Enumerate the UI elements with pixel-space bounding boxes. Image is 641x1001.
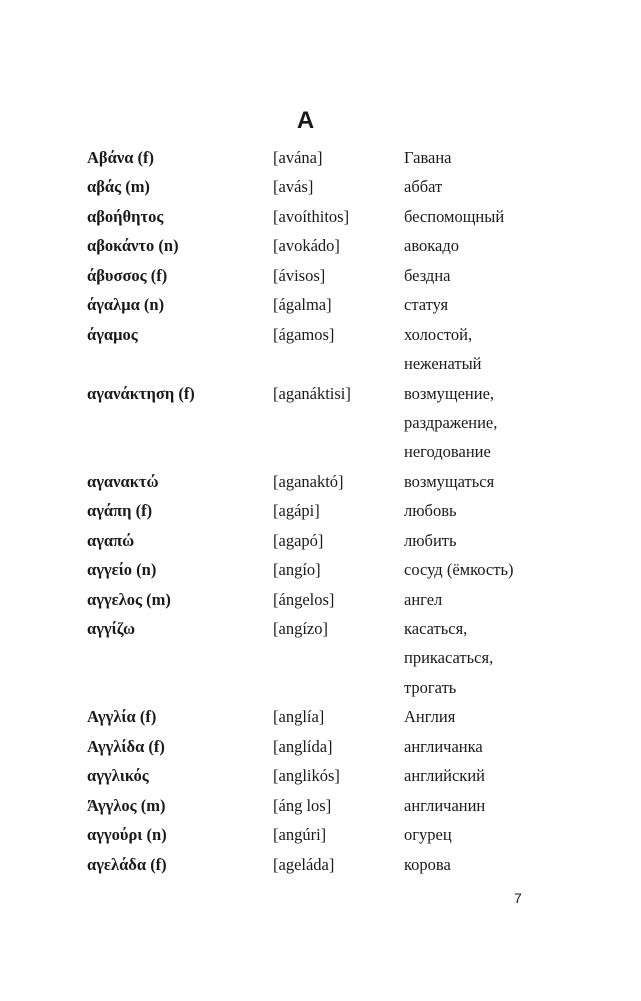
- translation-line: раздражение,: [404, 412, 498, 432]
- dictionary-entry: [0, 820, 641, 849]
- translation-line: англичанка: [404, 736, 483, 756]
- transcription: [ávisos]: [273, 265, 326, 285]
- transcription: [ágamos]: [273, 324, 335, 344]
- dictionary-entry: [0, 290, 641, 319]
- greek-word: αγαπώ: [87, 530, 135, 550]
- dictionary-entry: [0, 555, 641, 584]
- transcription: [ageláda]: [273, 854, 335, 874]
- dictionary-entry: [0, 526, 641, 555]
- transcription: [avokádo]: [273, 236, 340, 256]
- translation-line: огурец: [404, 825, 452, 845]
- translation-line: трогать: [404, 677, 457, 697]
- translation-line: бездна: [404, 265, 451, 285]
- page-number: 7: [514, 890, 522, 906]
- greek-word: Αβάνα (f): [87, 148, 155, 167]
- transcription: [ágalma]: [273, 295, 332, 315]
- transcription: [agápi]: [273, 501, 320, 521]
- translation-line: статуя: [404, 295, 449, 315]
- transcription: [avána]: [273, 148, 323, 167]
- transcription: [ángelos]: [273, 589, 335, 609]
- translation-line: англичанин: [404, 795, 486, 815]
- translation-line: любовь: [404, 501, 457, 521]
- dictionary-entry: [0, 172, 641, 201]
- translation-line: холостой,: [404, 324, 473, 344]
- transcription: [anglikós]: [273, 766, 340, 786]
- greek-word: άγαμος: [87, 324, 138, 344]
- dictionary-entry: [0, 261, 641, 290]
- greek-word: αγάπη (f): [87, 501, 153, 521]
- greek-word: αγγελος (m): [87, 589, 171, 609]
- transcription: [angúri]: [273, 825, 327, 845]
- greek-word: αβοκάντο (n): [87, 236, 179, 256]
- translation-line: Англия: [404, 707, 456, 727]
- transcription: [áng los]: [273, 795, 332, 815]
- dictionary-entries: [0, 143, 641, 879]
- greek-word: Άγγλος (m): [87, 795, 166, 815]
- greek-word: Αγγλία (f): [87, 707, 157, 727]
- greek-word: αγγούρι (n): [87, 825, 167, 845]
- translation-line: корова: [404, 854, 451, 874]
- greek-word: αγελάδα (f): [87, 854, 167, 874]
- transcription: [agapó]: [273, 530, 324, 550]
- transcription: [aganáktisi]: [273, 383, 351, 403]
- transcription: [anglía]: [273, 707, 325, 727]
- translation-line: беспомощный: [404, 206, 505, 226]
- translation-line: касаться,: [404, 619, 468, 638]
- transcription: [avás]: [273, 177, 314, 197]
- translation-line: сосуд (ёмкость): [404, 560, 514, 580]
- transcription: [avoíthitos]: [273, 206, 350, 226]
- translation-line: английский: [404, 766, 485, 786]
- dictionary-entry: [0, 791, 641, 820]
- dictionary-entry: [0, 231, 641, 260]
- dictionary-entry: [0, 702, 641, 731]
- dictionary-entry: [0, 143, 641, 172]
- translation-line: негодование: [404, 442, 491, 462]
- greek-word: αγγίζω: [87, 619, 136, 638]
- dictionary-entry: [0, 585, 641, 614]
- dictionary-entry: [0, 850, 641, 879]
- dictionary-entry: [0, 379, 641, 467]
- transcription: [angízo]: [273, 619, 328, 638]
- dictionary-entry: [0, 614, 641, 702]
- transcription: [anglída]: [273, 736, 333, 756]
- translation-line: возмущение,: [404, 383, 495, 403]
- dictionary-entry: [0, 467, 641, 496]
- greek-word: Αγγλίδα (f): [87, 736, 165, 756]
- dictionary-entry: [0, 761, 641, 790]
- transcription: [aganaktó]: [273, 471, 344, 491]
- translation-line: аббат: [404, 177, 443, 197]
- translation-line: прикасаться,: [404, 648, 494, 668]
- greek-word: αγγλικός: [87, 766, 149, 786]
- greek-word: αγγείο (n): [87, 560, 157, 580]
- translation-line: возмущаться: [404, 471, 495, 491]
- greek-word: αβάς (m): [87, 177, 150, 197]
- dictionary-entry: [0, 732, 641, 761]
- dictionary-entry: [0, 496, 641, 525]
- dictionary-entry: [0, 202, 641, 231]
- greek-word: άγαλμα (n): [87, 295, 165, 315]
- translation-line: неженатый: [404, 354, 482, 374]
- translation-line: авокадо: [404, 236, 459, 256]
- section-letter-heading: А: [296, 107, 315, 134]
- translation-line: ангел: [404, 589, 443, 609]
- translation-line: любить: [404, 530, 457, 550]
- greek-word: άβυσσος (f): [87, 265, 168, 285]
- greek-word: αβοήθητος: [87, 206, 164, 226]
- greek-word: αγανακτώ: [87, 471, 159, 491]
- transcription: [angío]: [273, 560, 321, 580]
- dictionary-entry: [0, 320, 641, 379]
- translation-line: Гавана: [404, 148, 452, 167]
- greek-word: αγανάκτηση (f): [87, 383, 195, 403]
